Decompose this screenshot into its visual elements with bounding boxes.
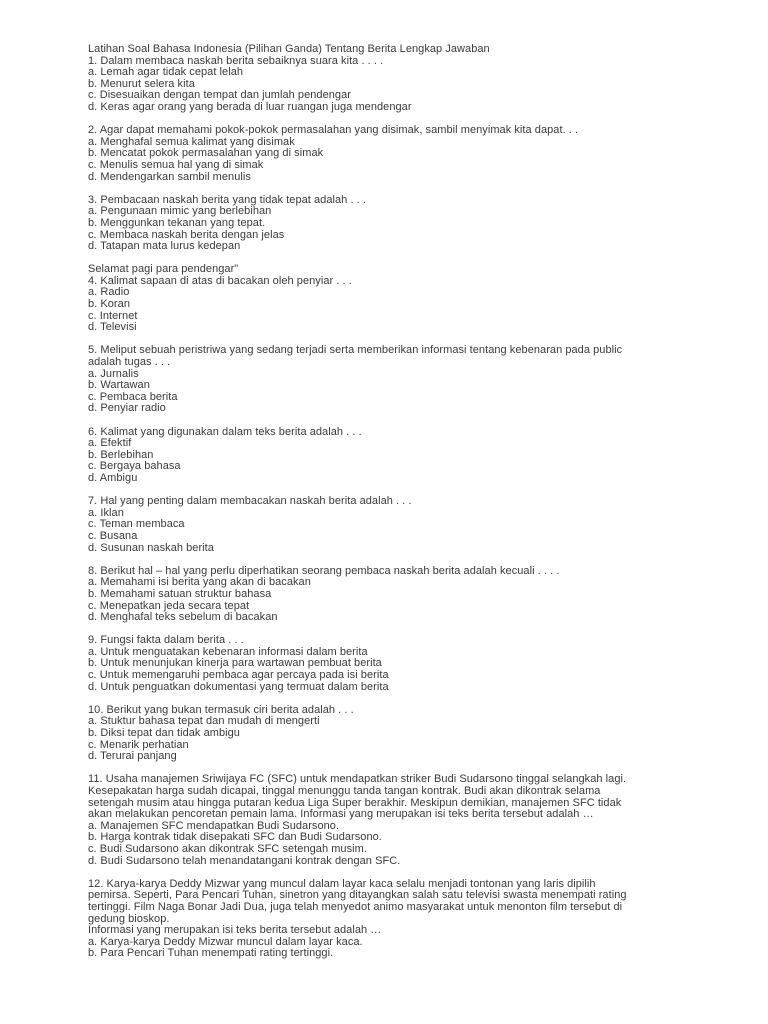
question-9: [88, 635, 708, 693]
option-d: d. Susunan naskah berita: [88, 541, 214, 554]
question-stem: 8. Berikut hal – hal yang perlu diperhatikan seorang pembaca naskah berita adalah kecuali . . . .: [88, 564, 560, 577]
option-b: b. Untuk menunjukan kinerja para wartawan pembuat berita: [88, 657, 382, 670]
option-c: c. Pembaca berita: [88, 390, 178, 403]
question-preface: Selamat pagi para pendengar": [88, 263, 239, 276]
option-b: b. Menggunkan tekanan yang tepat.: [88, 216, 266, 229]
option-b: b. Koran: [88, 298, 130, 311]
question-stem-line-2: pemirsa. Seperti, Para Pencari Tuhan, sinetron yang ditayangkan salah satu televisi swasta menempati rating: [88, 889, 627, 902]
question-1: [88, 56, 708, 114]
option-d: d. Terurai panjang: [88, 750, 177, 763]
option-d: d. Tatapan mata lurus kedepan: [88, 240, 241, 253]
option-a: a. Untuk menguatakan kebenaran informasi dalam berita: [88, 645, 368, 658]
question-10: [88, 705, 708, 763]
option-c: c. Menepatkan jeda secara tepat: [88, 599, 250, 612]
question-stem: 9. Fungsi fakta dalam berita . . .: [88, 634, 244, 647]
option-b: b. Berlebihan: [88, 448, 154, 461]
option-a: a. Manajemen SFC mendapatkan Budi Sudarsono.: [88, 819, 340, 832]
option-d: d. Ambigu: [88, 471, 138, 484]
option-c: c. Menulis semua hal yang di simak: [88, 158, 264, 171]
spacer: [88, 554, 708, 566]
option-c: c. Internet: [88, 309, 138, 322]
question-stem-line-5: Informasi yang merupakan isi teks berita tersebut adalah …: [88, 924, 382, 937]
option-c: c. Untuk memengaruhi pembaca agar percaya pada isi berita: [88, 669, 389, 682]
option-a: a. Lemah agar tidak cepat lelah: [88, 66, 244, 79]
option-a: a. Radio: [88, 286, 130, 299]
question-stem-line-1: 5. Meliput sebuah peristriwa yang sedang terjadi serta memberikan informasi tentang kebenaran pada public: [88, 344, 623, 357]
question-stem-line-3: setengah musim atau hingga putaran kedua Liga Super berakhir. Meskipun demikian, manajemen SFC tidak: [88, 796, 622, 809]
question-stem-line-1: 11. Usaha manajemen Sriwijaya FC (SFC) untuk mendapatkan striker Budi Sudarsono tinggal selangkah lagi.: [88, 773, 627, 786]
option-b: b. Diksi tepat dan tidak ambigu: [88, 727, 240, 740]
question-stem: 1. Dalam membaca naskah berita sebaiknya suara kita . . . .: [88, 54, 384, 67]
option-a: a. Stuktur bahasa tepat dan mudah di mengerti: [88, 715, 320, 728]
question-stem-line-2: Kesepakatan harga sudah dicapai, tinggal menunggu tanda tangan kontrak. Budi akan dikontrak selama: [88, 785, 601, 797]
question-5: [88, 345, 708, 415]
option-b: b. Harga kontrak tidak disepakati SFC dan Budi Sudarsono.: [88, 831, 382, 844]
question-7: [88, 496, 708, 554]
spacer: [88, 415, 708, 427]
option-a: a. Efektif: [88, 437, 132, 450]
question-11: [88, 774, 708, 867]
option-a: a. Iklan: [88, 506, 124, 519]
option-c: c. Membaca naskah berita dengan jelas: [88, 228, 285, 241]
question-8: [88, 566, 708, 624]
spacer: [88, 867, 708, 879]
option-d: d. Budi Sudarsono telah menandatangani kontrak dengan SFC.: [88, 854, 401, 867]
option-d: d. Keras agar orang yang berada di luar ruangan juga mendengar: [88, 100, 412, 113]
option-c: c. Disesuaikan dengan tempat dan jumlah pendengar: [88, 89, 351, 102]
option-d: d. Mendengarkan sambil menulis: [88, 170, 251, 183]
option-a: a. Memahami isi berita yang akan di bacakan: [88, 576, 311, 589]
option-d: d. Televisi: [88, 321, 137, 334]
question-stem-line-1: 12. Karya-karya Deddy Mizwar yang muncul dalam layar kaca selalu menjadi tontonan yang laris dipilih: [88, 877, 596, 890]
question-stem: 7. Hal yang penting dalam membacakan naskah berita adalah . . .: [88, 495, 412, 508]
option-d: d. Menghafal teks sebelum di bacakan: [88, 611, 278, 624]
question-6: [88, 427, 708, 485]
question-4: [88, 264, 708, 334]
question-stem: 3. Pembacaan naskah berita yang tidak tepat adalah . . .: [88, 193, 366, 206]
question-3: [88, 195, 708, 253]
option-a: a. Karya-karya Deddy Mizwar muncul dalam layar kaca.: [88, 935, 363, 948]
option-c: c. Busana: [88, 529, 138, 542]
option-a: a. Jurnalis: [88, 367, 139, 380]
question-12: [88, 879, 708, 960]
question-stem: 6. Kalimat yang digunakan dalam teks berita adalah . . .: [88, 425, 362, 438]
question-stem: 4. Kalimat sapaan di atas di bacakan oleh penyiar . . .: [88, 274, 352, 287]
question-stem: 10. Berikut yang bukan termasuk ciri berita adalah . . .: [88, 703, 354, 716]
option-b: b. Memahami satuan struktur bahasa: [88, 587, 272, 600]
document-title: Latihan Soal Bahasa Indonesia (Pilihan Ganda) Tentang Berita Lengkap Jawaban: [88, 43, 490, 55]
question-stem-line-3: tertinggi. Film Naga Bonar Jadi Dua, juga telah menyedot animo masyarakat untuk menonton film tersebut di: [88, 900, 623, 913]
option-c: c. Menarik perhatian: [88, 738, 189, 751]
option-d: d. Penyiar radio: [88, 402, 166, 415]
option-b: c. Teman membaca: [88, 518, 185, 531]
option-c: c. Budi Sudarsono akan dikontrak SFC setengah musim.: [88, 842, 367, 855]
option-b: b. Mencatat pokok permasalahan yang di simak: [88, 147, 324, 160]
question-stem-line-2: adalah tugas . . .: [88, 356, 171, 369]
option-a: a. Pengunaan mimic yang berlebihan: [88, 205, 272, 218]
spacer: [88, 183, 708, 195]
option-a: a. Menghafal semua kalimat yang disimak: [88, 135, 295, 148]
question-stem-line-4: gedung bioskop.: [88, 912, 170, 925]
option-b: b. Para Pencari Tuhan menempati rating tertinggi.: [88, 947, 334, 960]
question-stem-line-4: akan melakukan pencoretan pemain lama. Informasi yang merupakan isi teks berita tersebut adalah …: [88, 808, 594, 821]
option-c: c. Bergaya bahasa: [88, 460, 181, 473]
question-2: [88, 125, 708, 183]
option-b: b. Wartawan: [88, 379, 150, 392]
question-stem: 2. Agar dapat memahami pokok-pokok permasalahan yang disimak, sambil menyimak kita dapat. . .: [88, 124, 579, 137]
option-d: d. Untuk penguatkan dokumentasi yang termuat dalam berita: [88, 680, 389, 693]
option-b: b. Menurut selera kita: [88, 77, 195, 90]
document-page: [88, 44, 708, 960]
